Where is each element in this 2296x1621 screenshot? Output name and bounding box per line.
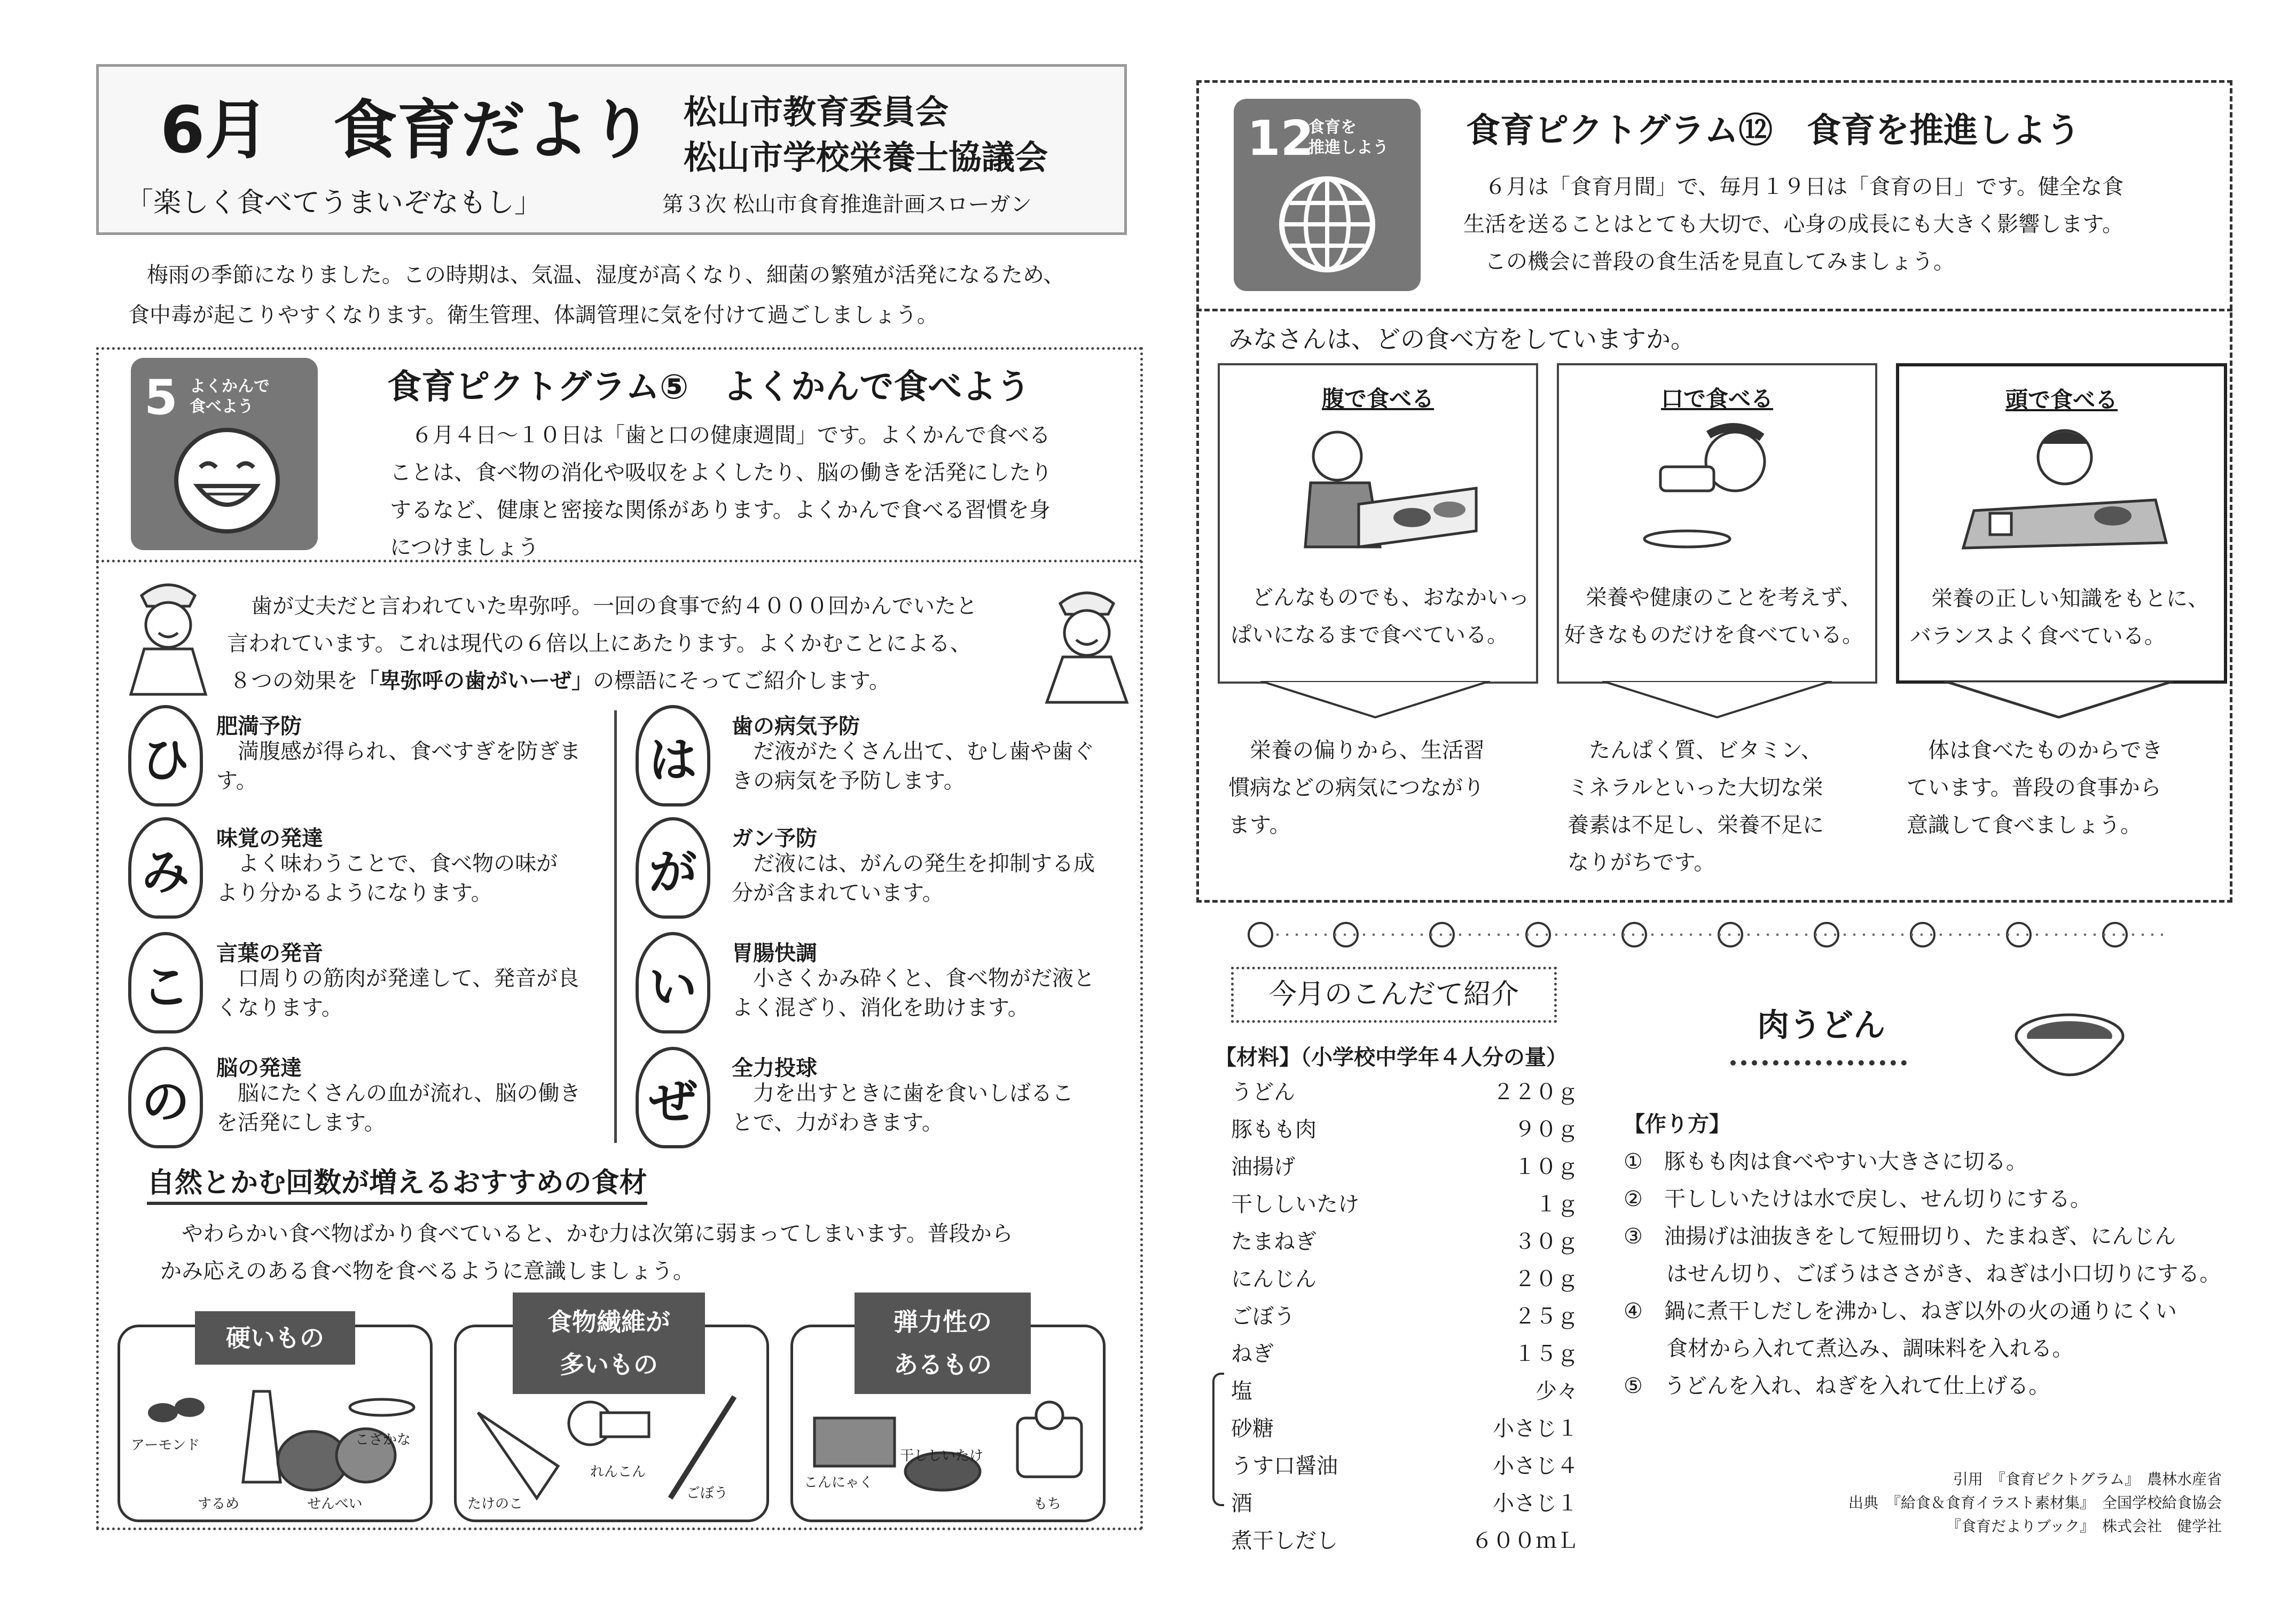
effect-title-i: 胃腸快調	[732, 941, 817, 966]
ingredient-row: 酒 小さじ１	[1231, 1491, 1578, 1516]
ingredient-row: 砂糖 小さじ１	[1231, 1416, 1578, 1441]
picto5-number: 5	[144, 370, 178, 426]
picto12-text-1: ６月は「食育月間」で、毎月１９日は「食育の日」です。健全な食	[1463, 175, 2123, 199]
picky-eater-illustration	[1612, 419, 1826, 552]
ingredients-header: 【材料】（小学校中学年４人分の量）	[1215, 1045, 1568, 1070]
food-label-senbei: せんべい	[307, 1496, 363, 1512]
picto5-text-2: ことは、食べ物の消化や吸収をよくしたり、脳の働きを活発にしたり	[390, 460, 1052, 485]
credit-line-1: 引用 『食育ピクトグラム』 農林水産省	[1953, 1470, 2222, 1488]
tooth-ha: は	[636, 705, 710, 806]
page-title: 6月 食育だより	[160, 93, 654, 168]
himiko-line-2: 言われています。これは現代の６倍以上にあたります。よくかむことによる、	[227, 631, 971, 656]
effect-title-ze: 全力投球	[732, 1056, 817, 1080]
effect-text-no: 脳にたくさんの血が流れ、脳の働き を活発にします。	[216, 1081, 581, 1135]
eating-question: みなさんは、どの食べ方をしていますか。	[1228, 325, 1695, 354]
hard-foods-tag: 硬いもの	[195, 1311, 355, 1365]
steps-header: 【作り方】	[1624, 1112, 1730, 1137]
picto12-icon-box	[1234, 99, 1421, 291]
foods-text-2: かみ応えのある食べ物を食べるように意識しましょう。	[160, 1259, 694, 1283]
effect-text-ko: 口周りの筋肉が発達して、発音が良 くなります。	[216, 966, 579, 1020]
balanced-eater-illustration	[1953, 420, 2177, 553]
ingredients-list	[1231, 1074, 1578, 1560]
effect-text-hi: 満腹感が得られ、食べすぎを防ぎま す。	[216, 739, 581, 793]
picto12-divider	[1196, 309, 2232, 311]
picto12-heading: 食育ピクトグラム⑫ 食育を推進しよう	[1466, 111, 2081, 151]
food-label-renkon: れんこん	[590, 1464, 646, 1480]
pane-mouth-desc: 栄養や健康のことを考えず、 好きなものだけを食べている。	[1564, 585, 1863, 647]
seasoning-bracket	[1212, 1373, 1224, 1506]
ingredient-row: 煮干しだし ６００ｍＬ	[1231, 1529, 1578, 1553]
tooth-mi: み	[128, 817, 203, 919]
dish-underline	[1730, 1060, 1907, 1066]
effect-title-mi: 味覚の発達	[216, 826, 323, 851]
ingredient-row: ねぎ １５ｇ	[1231, 1342, 1578, 1366]
elastic-foods-box	[790, 1307, 1106, 1522]
food-label-mochi: もち	[1033, 1496, 1062, 1512]
himiko-illustration-right	[1033, 582, 1140, 705]
step-3a: ③ 油揚げは油抜きをして短冊切り、たまねぎ、にんじん	[1624, 1224, 2176, 1249]
effect-title-ha: 歯の病気予防	[732, 714, 860, 739]
ingredient-row: うどん ２２０ｇ	[1231, 1080, 1578, 1105]
ingredient-row: にんじん ２０ｇ	[1231, 1267, 1578, 1291]
himiko-line-3c: の標語にそってご紹介します。	[593, 669, 890, 693]
picto5-icon-box	[131, 358, 318, 550]
effect-title-ko: 言葉の発音	[216, 941, 323, 966]
ingredient-row: 干ししいたけ １ｇ	[1231, 1192, 1578, 1217]
tooth-no: の	[128, 1047, 203, 1148]
result-belly: 栄養の偏りから、生活習 慣病などの病気につながり ます。	[1228, 738, 1485, 837]
picto5-heading: 食育ピクトグラム⑤ よくかんで食べよう	[387, 367, 1031, 407]
result-mouth: たんぱく質、ビタミン、 ミネラルといった大切な栄 養素は不足し、栄養不足に なりがちです。	[1568, 738, 1824, 875]
effect-text-mi: よく味わうことで、食べ物の味が より分かるようになります。	[216, 851, 558, 905]
step-4b: 食材から入れて煮込み、調味料を入れる。	[1624, 1336, 2074, 1361]
elastic-foods-tag: 弾力性の あるもの	[855, 1293, 1031, 1394]
himiko-line-3	[230, 662, 890, 700]
picto12-number: 12	[1247, 111, 1314, 167]
picto5-text-3: するなど、健康と密接な関係があります。よくかんで食べる習慣を身	[390, 498, 1051, 522]
food-label-gobou: ごぼう	[686, 1485, 728, 1501]
picto5-divider	[96, 560, 1143, 562]
picto12-text-2: 生活を送ることはとても大切で、心身の成長にも大きく影響します。	[1463, 212, 2123, 237]
food-label-surume: するめ	[198, 1496, 240, 1512]
tooth-i: い	[636, 932, 710, 1033]
intro-line-2: 食中毒が起こりやすくなります。衛生管理、体調管理に気を付けて過ごしましょう。	[128, 303, 938, 327]
step-1: ① 豚もも肉は食べやすい大きさに切る。	[1624, 1149, 2027, 1174]
effect-text-ze: 力を出すときに歯を食いしばるこ とで、力がわきます。	[732, 1081, 1073, 1135]
pane-belly-title: 腹で食べる	[1321, 386, 1434, 412]
pane-mouth	[1557, 363, 1877, 684]
ingredient-row: 油揚げ １０ｇ	[1231, 1155, 1578, 1179]
arrow-down-icon-3	[1944, 681, 2174, 718]
effect-text-ga: だ液には、がんの発生を抑制する成 分が含まれています。	[732, 851, 1095, 905]
udon-bowl-illustration	[2013, 1009, 2126, 1090]
picto5-text-1: ６月４日～１０日は「歯と口の健康週間」です。よくかんで食べる	[390, 423, 1051, 448]
effect-text-i: 小さくかみ砕くと、食べ物がだ液と よく混ざり、消化を助けます。	[732, 966, 1095, 1020]
dish-name: 肉うどん	[1757, 1007, 1885, 1044]
ingredient-row: 豚もも肉 ９０ｇ	[1231, 1117, 1578, 1142]
food-label-konnyaku: こんにゃく	[804, 1475, 873, 1491]
picto5-text-4: につけましょう	[390, 535, 539, 560]
step-4a: ④ 鍋に煮干しだしを沸かし、ねぎ以外の火の通りにくい	[1624, 1299, 2177, 1324]
himiko-line-3a: ８つの効果を	[230, 669, 358, 693]
arrow-down-icon-2	[1602, 681, 1832, 718]
slogan-note: 第３次 松山市食育推進計画スローガン	[662, 192, 1032, 217]
food-label-almond: アーモンド	[131, 1437, 200, 1453]
effect-text-ha: だ液がたくさん出て、むし歯や歯ぐ きの病気を予防します。	[732, 739, 1095, 793]
menu-label: 今月のこんだて紹介	[1231, 967, 1557, 1023]
effect-title-hi: 肥満予防	[216, 714, 302, 739]
overeating-child-illustration	[1273, 419, 1487, 552]
ingredient-row: たまねぎ ３０ｇ	[1231, 1230, 1578, 1254]
himiko-line-1: 歯が丈夫だと言われていた卑弥呼。一回の食事で約４０００回かんでいたと	[251, 594, 977, 618]
fiber-foods-tag: 食物繊維が 多いもの	[513, 1293, 705, 1394]
step-2: ② 干ししいたけは水で戻し、せん切りにする。	[1624, 1187, 2091, 1211]
org-name-1: 松山市教育委員会	[684, 92, 949, 131]
arrow-down-icon-1	[1260, 681, 1490, 718]
slogan: 「楽しく食べてうまいぞなもし」	[126, 187, 543, 219]
pane-head-title: 頭で食べる	[2005, 387, 2118, 413]
food-label-takenoko: たけのこ	[467, 1496, 523, 1512]
tooth-hi: ひ	[128, 705, 203, 806]
hard-foods-box	[117, 1325, 433, 1522]
foods-text-1: やわらかい食べ物ばかり食べていると、かむ力は次第に弱まってしまいます。普段から	[160, 1221, 1013, 1246]
pane-belly	[1218, 363, 1538, 684]
food-label-shiitake: 干ししいたけ	[900, 1448, 984, 1464]
picto12-label: 食育を 推進しよう	[1308, 118, 1389, 157]
food-label-kozakana: こざかな	[355, 1432, 411, 1448]
pane-mouth-title: 口で食べる	[1660, 386, 1773, 412]
tooth-ko: こ	[128, 932, 203, 1033]
effect-title-no: 脳の発達	[216, 1056, 302, 1080]
foods-heading: 自然とかむ回数が増えるおすすめの食材	[147, 1164, 647, 1205]
effect-title-ga: ガン予防	[732, 826, 817, 851]
org-name-2: 松山市学校栄養士協議会	[684, 138, 1048, 177]
result-head: 体は食べたものからでき ています。普段の食事から 意識して食べましょう。	[1907, 738, 2163, 837]
fiber-foods-box	[454, 1307, 769, 1522]
step-3b: はせん切り、ごぼうはささがき、ねぎは小口切りにする。	[1624, 1262, 2221, 1286]
globe-icon	[1276, 174, 1378, 275]
pane-head-desc: 栄養の正しい知識をもとに、 バランスよく食べている。	[1910, 586, 2209, 648]
ingredient-row: うす口醤油 小さじ４	[1231, 1454, 1578, 1478]
picto12-text-3: この機会に普段の食生活を見直してみましょう。	[1463, 249, 1955, 274]
smiling-face-icon	[168, 422, 286, 539]
himiko-slogan: 「卑弥呼の歯がいーぜ」	[358, 669, 593, 693]
pane-belly-desc: どんなものでも、おなかいっ ぱいになるまで食べている。	[1231, 585, 1530, 647]
tooth-ze: ぜ	[636, 1047, 710, 1148]
picto5-label: よくかんで 食べよう	[190, 377, 270, 416]
character-border-decoration	[1239, 916, 2190, 953]
credit-line-2: 出典 『給食＆食育イラスト素材集』 全国学校給食協会	[1848, 1494, 2222, 1512]
ingredient-row: 塩 少々	[1231, 1379, 1578, 1404]
credit-line-3: 『食育だよりブック』 株式会社 健学社	[1946, 1517, 2222, 1535]
himiko-illustration-left	[120, 574, 216, 697]
tooth-ga: が	[636, 817, 710, 919]
step-5: ⑤ うどんを入れ、ねぎを入れて仕上げる。	[1624, 1374, 2050, 1398]
pane-head	[1896, 363, 2227, 684]
intro-line-1: 梅雨の季節になりました。この時期は、気温、湿度が高くなり、細菌の繁殖が活発になるため、	[147, 263, 1065, 287]
effects-column-divider	[614, 710, 617, 1143]
ingredient-row: ごぼう ２５ｇ	[1231, 1304, 1578, 1329]
